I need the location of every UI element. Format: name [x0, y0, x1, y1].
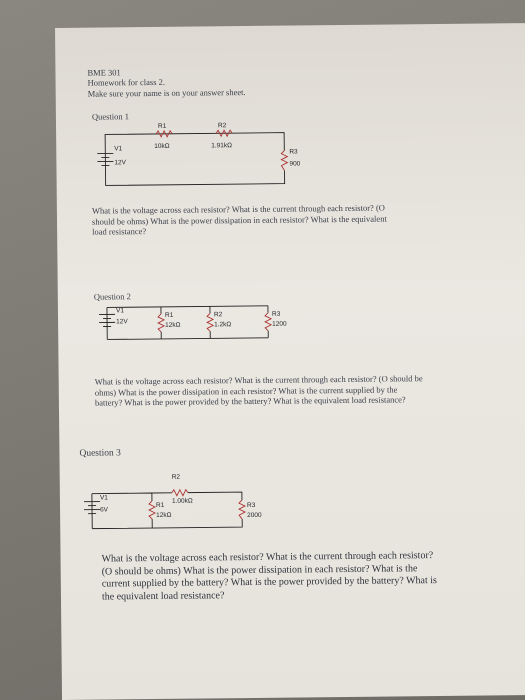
- question-3-circuit: [55, 23, 525, 588]
- q3-r3-value: 2000: [247, 511, 262, 520]
- q3-r2-value: 1.00kΩ: [171, 497, 193, 505]
- q2-r1-value: 12kΩ: [165, 321, 181, 329]
- q1-r1-value: 10kΩ: [154, 142, 170, 150]
- homework-title: Homework for class 2.: [87, 76, 166, 88]
- q1-r3-value: 900: [289, 160, 301, 168]
- question-3-text: What is the voltage across each resistor? What is the current through each resistor? (O should be ohms) What is the power dissipation in each resistor? What is the current supplied by the battery? What is the power provided by the battery? What is the equivalent load resistance?: [101, 550, 437, 603]
- q3-r2-zigzag: [172, 490, 188, 496]
- course-code: BME 301: [87, 67, 121, 78]
- q1-r1-name: R1: [157, 122, 167, 130]
- q2-v1-name: V1: [115, 307, 124, 315]
- q1-v1-name: V1: [114, 145, 123, 153]
- q2-r2-value: 1.2kΩ: [214, 321, 232, 329]
- q3-r1-zigzag: [149, 501, 155, 519]
- name-reminder: Make sure your name is on your answer sheet.: [87, 87, 246, 99]
- q3-battery-symbol: [84, 494, 100, 529]
- q1-r2-name: R2: [217, 122, 227, 130]
- q3-r2-name: R2: [171, 473, 181, 481]
- question-1-text: What is the voltage across each resistor? What is the current through each resistor? (O should be ohms) What is the power dissipation in each resistor? What is the equivalent load resistance?: [91, 202, 387, 237]
- q1-v1-value: 12V: [114, 159, 127, 167]
- question-3-label: Question 3: [79, 448, 121, 459]
- q2-v1-value: 12V: [116, 318, 128, 326]
- q3-r3-zigzag: [239, 500, 245, 519]
- question-2-text: What is the voltage across each resistor? What is the current through each resistor? (O should be ohms) What is the power dissipation in each resistor? What is the current supplied by the battery? What is the power provided by the battery? What is the equivalent load resistance?: [94, 373, 423, 408]
- q3-r1-value: 12kΩ: [156, 511, 172, 519]
- q3-v1-value: 6V: [100, 506, 109, 514]
- q1-r2-value: 1.91kΩ: [211, 142, 233, 150]
- q2-r3-name: R3: [271, 310, 281, 318]
- q3-r3-name: R3: [246, 501, 256, 510]
- q2-r1-name: R1: [164, 311, 174, 319]
- question-2-label: Question 2: [93, 291, 131, 302]
- q3-v1-name: V1: [99, 494, 108, 502]
- q3-wire-bottom: [92, 519, 242, 529]
- homework-sheet: [55, 23, 525, 700]
- q3-r1-name: R1: [155, 501, 165, 509]
- question-1-label: Question 1: [91, 111, 130, 122]
- q2-r3-value: 1200: [272, 320, 287, 328]
- q2-r2-name: R2: [213, 311, 223, 319]
- q1-r3-name: R3: [289, 148, 298, 156]
